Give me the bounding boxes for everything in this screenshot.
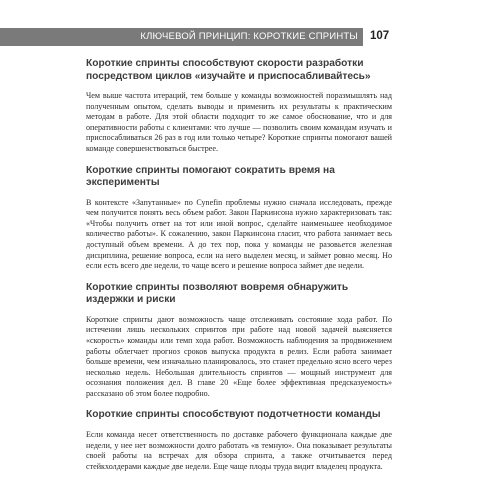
section-speed [86, 58, 392, 155]
page-content [86, 58, 392, 482]
section-heading: Короткие спринты способствуют подотчетности команды [86, 409, 381, 421]
section-paragraph: В контексте «Запутанные» по Суnefin проблемы нужно сначала исследовать, прежде чем получится понять весь объем работ. Закон Паркинсона нужно характеризовать так: «Чтобы получить ответ на тот или иной вопрос, сделайте наименьшее необходимое количество работы». К сожалению, закон Паркинсона гласит, что работа занимает весь доступный объем времени. А до тех пор, пока у команды не разовьется железная дисциплина, решение вопроса, если на него выделен месяц, и займет ровно месяц. Но если есть всего две недели, то чаще всего и решение вопроса займет две недели. [86, 197, 392, 271]
running-header [0, 28, 500, 46]
section-heading: Короткие спринты помогают сократить время на эксперименты [86, 164, 335, 189]
running-header-title: КЛЮЧЕВОЙ ПРИНЦИП: КОРОТКИЕ СПРИНТЫ [140, 31, 358, 42]
section-risks [86, 282, 392, 400]
section-experiments [86, 165, 392, 272]
section-paragraph: Короткие спринты дают возможность чаще отслеживать состояние хода работ. По истечении лишь нескольких спринтов при работе над новой задачей выясняется «скорость» команды или темп хода работ. Возможность наблюдения за продвижением работы облегчает прогноз сроков выпуска продукта в релиз. Если работа занимает больше времени, чем изначально планировалось, это станет предельно ясно всего через несколько недель. Небольшая длительность спринтов — мощный инструмент для осознания положения дел. В главе 20 «Еще более эффективная предсказуемость» рассказано об этом более подробно. [86, 314, 392, 398]
page-number: 107 [370, 30, 390, 42]
section-heading: Короткие спринты позволяют вовремя обнаружить издержки и риски [86, 281, 349, 306]
section-accountability [86, 409, 392, 472]
section-paragraph: Чем выше частота итераций, тем больше у команды возможностей поразмышлять над полученным опытом, сделать выводы и применить их результаты к практическим методам в работе. Для этой области подходит то же самое обоснование, что и для оперативности работы с клиентами: что лучше — позволить своим командам изучать и приспосабливаться 26 раз в год или только четыре? Короткие спринты помогают вашей команде совершенствоваться быстрее. [86, 91, 392, 153]
section-paragraph: Если команда несет ответственность по доставке рабочего функционала каждые две недели, у нее нет возможности долго работать «в темную». Она показывает результаты своей работы на встречах для обзора спринта, а также отчитывается перед стейкхолдерами каждые две недели. Еще чаще плоды труда видит владелец продукта. [86, 429, 392, 471]
section-heading: Короткие спринты способствуют скорости разработки посредством циклов «изучайте и приспосабливайтесь» [86, 58, 371, 82]
